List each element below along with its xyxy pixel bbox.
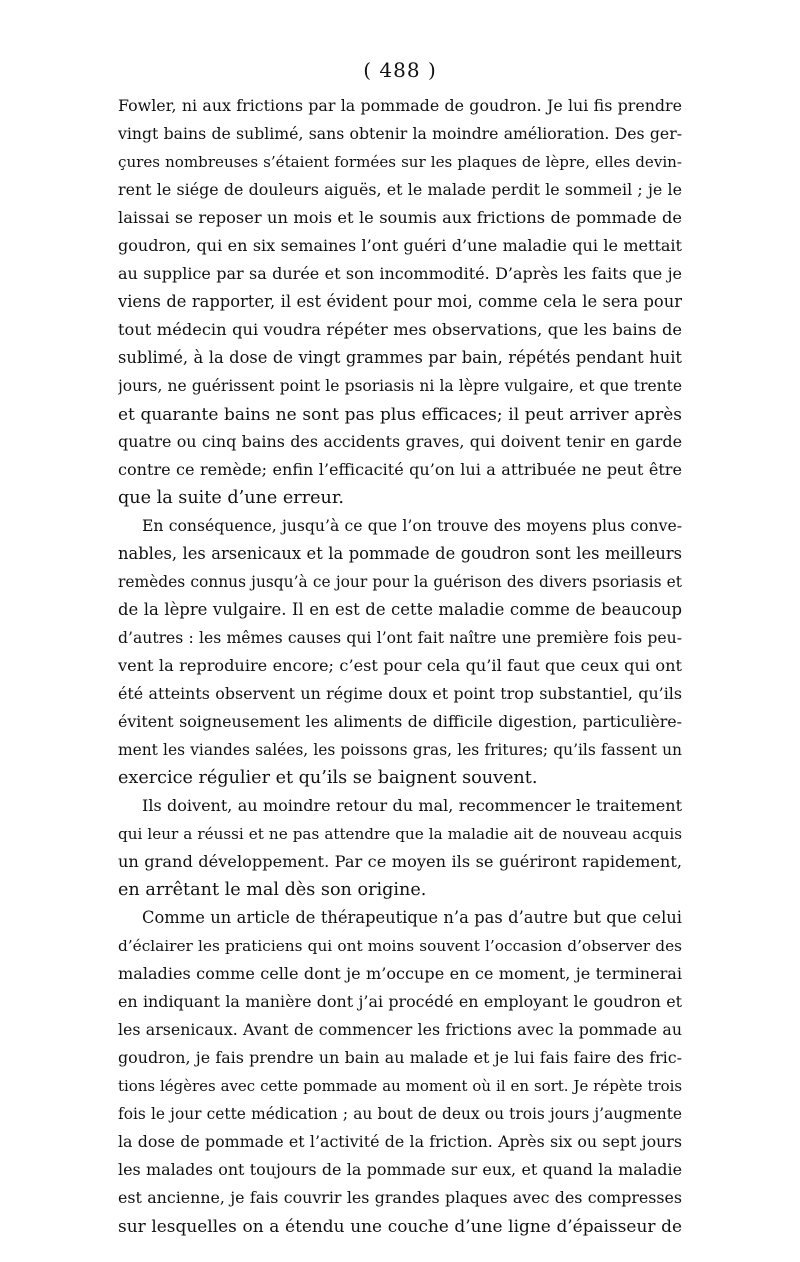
text-line: çures nombreuses s’étaient formées sur les plaques de lèpre, elles devin- <box>118 153 682 171</box>
text-line: sur lesquelles on a étendu une couche d’une ligne d’épaisseur de <box>118 1216 682 1236</box>
text-line: Comme un article de thérapeutique n’a pas d’autre but que celui <box>142 908 682 927</box>
text-line: évitent soigneusement les aliments de difficile digestion, particulière- <box>118 712 682 731</box>
text-line: rent le siége de douleurs aiguës, et le malade perdit le sommeil ; je le <box>118 180 682 199</box>
text-line: goudron, je fais prendre un bain au malade et je lui fais faire des fric- <box>118 1048 682 1067</box>
text-line: jours, ne guérissent point le psoriasis ni la lèpre vulgaire, et que trente <box>118 377 682 395</box>
text-line: quatre ou cinq bains des accidents graves, qui doivent tenir en garde <box>118 432 682 451</box>
text-line: Ils doivent, au moindre retour du mal, recommencer le traitement <box>142 796 682 815</box>
body-text <box>118 92 682 1240</box>
text-line: les malades ont toujours de la pommade sur eux, et quand la maladie <box>118 1160 682 1179</box>
text-line: de la lèpre vulgaire. Il en est de cette maladie comme de beaucoup <box>118 600 682 619</box>
text-line: d’autres : les mêmes causes qui l’ont fait naître une première fois peu- <box>118 629 682 647</box>
text-line: qui leur a réussi et ne pas attendre que la maladie ait de nouveau acquis <box>118 825 682 843</box>
text-line: laissai se reposer un mois et le soumis aux frictions de pommade de <box>118 208 682 227</box>
text-line: nables, les arsenicaux et la pommade de goudron sont les meilleurs <box>118 544 682 563</box>
text-line: exercice régulier et qu’ils se baignent souvent. <box>118 768 538 788</box>
text-line: Fowler, ni aux frictions par la pommade de goudron. Je lui fis prendre <box>118 96 682 115</box>
text-line: fois le jour cette médication ; au bout de deux ou trois jours j’augmente <box>118 1105 682 1123</box>
text-line: viens de rapporter, il est évident pour moi, comme cela le sera pour <box>118 292 682 311</box>
text-line: au supplice par sa durée et son incommodité. D’après les faits que je <box>118 264 682 283</box>
text-line: la dose de pommade et l’activité de la friction. Après six ou sept jours <box>118 1132 682 1151</box>
text-line: remèdes connus jusqu’à ce jour pour la guérison des divers psoriasis et <box>118 573 682 591</box>
text-line: goudron, qui en six semaines l’ont guéri d’une maladie qui le mettait <box>118 236 682 255</box>
text-line: les arsenicaux. Avant de commencer les frictions avec la pommade au <box>118 1020 682 1039</box>
text-line: vent la reproduire encore; c’est pour cela qu’il faut que ceux qui ont <box>118 656 682 675</box>
text-line: en indiquant la manière dont j’ai procédé en employant le goudron et <box>118 992 682 1011</box>
text-line: en arrêtant le mal dès son origine. <box>118 880 427 900</box>
text-line: En conséquence, jusqu’à ce que l’on trouve des moyens plus conve- <box>142 516 682 535</box>
text-line: que la suite d’une erreur. <box>118 488 344 508</box>
text-line: ment les viandes salées, les poissons gras, les fritures; qu’ils fassent un <box>118 741 682 759</box>
page-number: ( 488 ) <box>363 58 437 82</box>
text-line: sublimé, à la dose de vingt grammes par bain, répétés pendant huit <box>118 348 682 367</box>
text-line: contre ce remède; enfin l’efficacité qu’on lui a attribuée ne peut être <box>118 460 682 479</box>
text-line: vingt bains de sublimé, sans obtenir la moindre amélioration. Des ger- <box>118 124 682 143</box>
text-line: tions légères avec cette pommade au moment où il en sort. Je répète trois <box>118 1077 682 1095</box>
text-line: tout médecin qui voudra répéter mes observations, que les bains de <box>118 320 682 339</box>
text-line: été atteints observent un régime doux et point trop substantiel, qu’ils <box>118 684 682 703</box>
text-line: d’éclairer les praticiens qui ont moins souvent l’occasion d’observer des <box>118 937 682 955</box>
text-line: un grand développement. Par ce moyen ils se guériront rapidement, <box>118 852 682 871</box>
text-line: maladies comme celle dont je m’occupe en ce moment, je terminerai <box>118 964 682 983</box>
text-line: et quarante bains ne sont pas plus efficaces; il peut arriver après <box>118 404 682 424</box>
text-line: est ancienne, je fais couvrir les grandes plaques avec des compresses <box>118 1188 682 1207</box>
